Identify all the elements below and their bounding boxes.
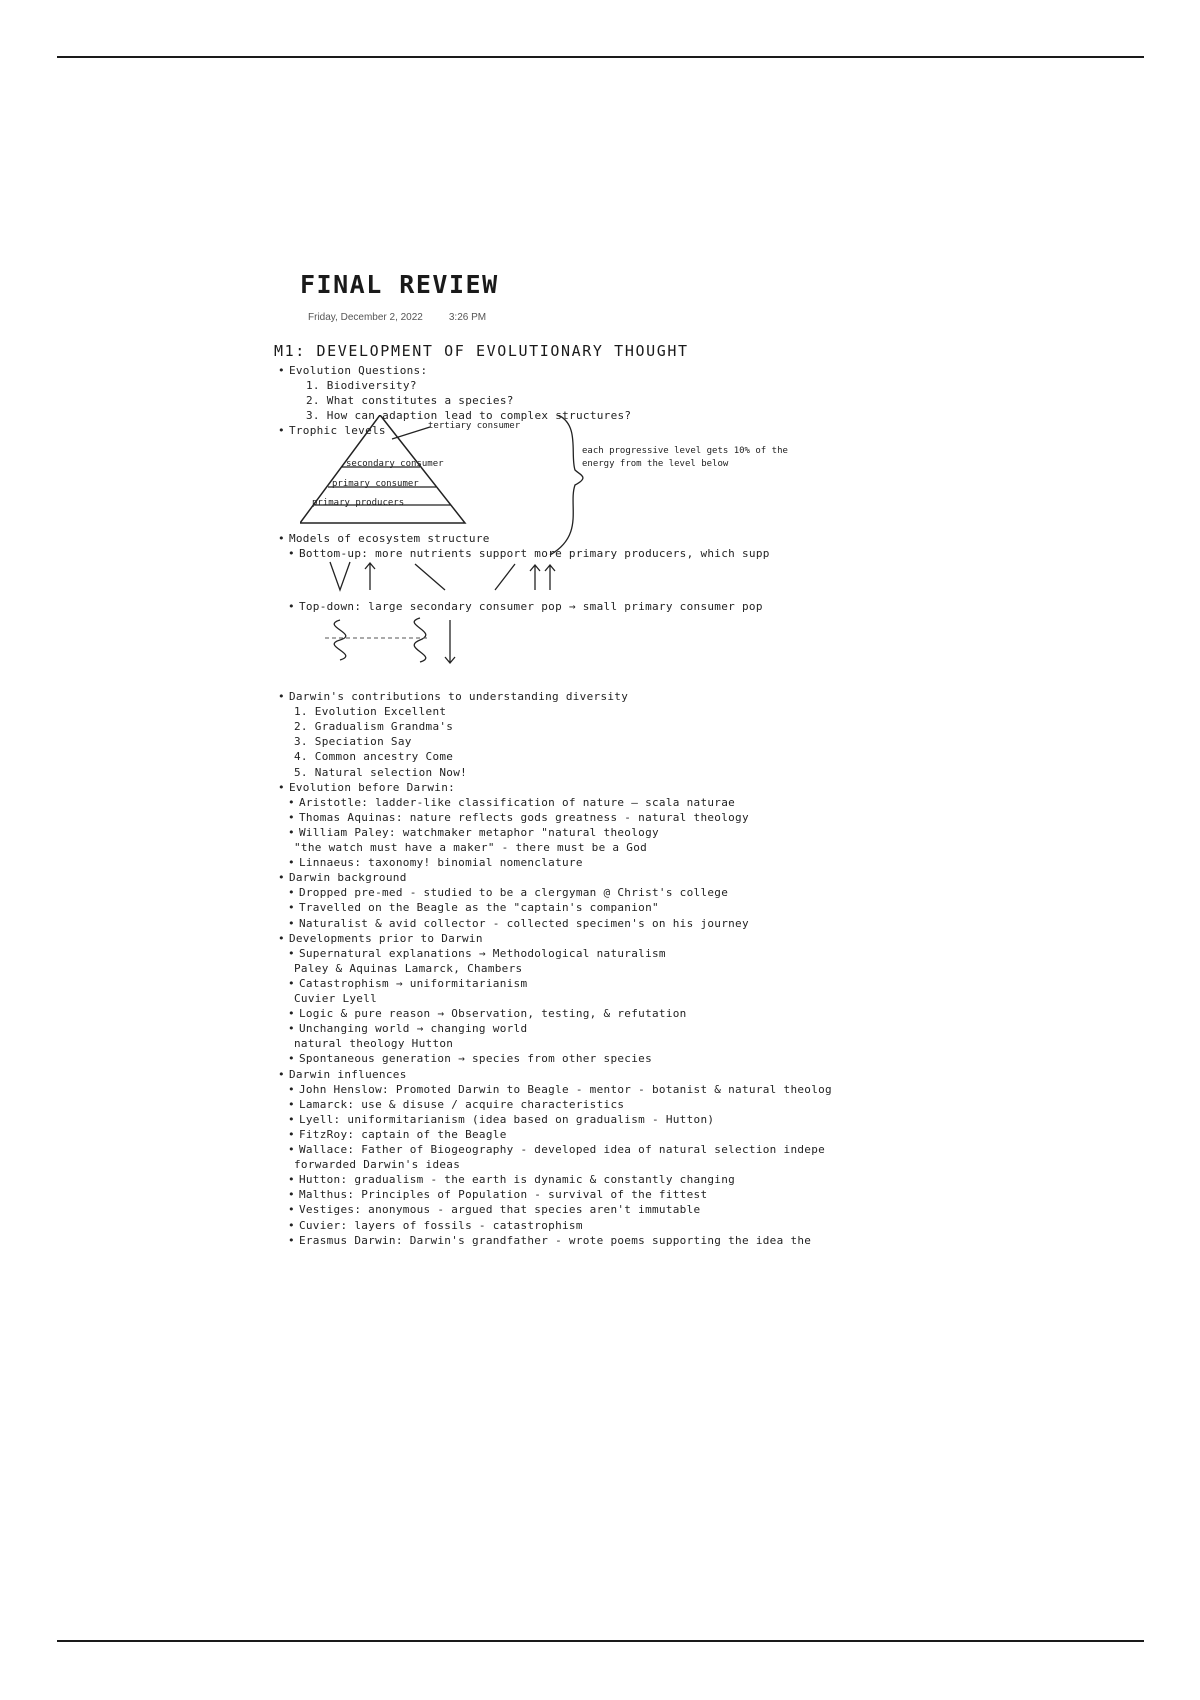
darwin-lines-line: • Darwin background [278,871,407,884]
darwin-lines-line: • Erasmus Darwin: Darwin's grandfather - wrote poems supporting the idea the [288,1234,811,1247]
lines-line: • Trophic levels [278,424,386,437]
darwin-lines-line: 3. Speciation Say [294,735,412,749]
bottom-rule [57,1640,1144,1642]
darwin-lines-line: • Linnaeus: taxonomy! binomial nomenclature [288,856,583,869]
darwin-lines-line: • Logic & pure reason → Observation, testing, & refutation [288,1007,687,1020]
models-line: • Models of ecosystem structure [278,532,490,545]
darwin-lines-line: • Supernatural explanations → Methodological naturalism [288,947,666,960]
darwin-lines-line: 5. Natural selection Now! [294,765,468,779]
darwin-lines-line: • Travelled on the Beagle as the "captain's companion" [288,901,659,914]
note-time: 3:26 PM [448,312,487,323]
darwin-lines-line: 1. Evolution Excellent [294,705,447,719]
darwin-lines-line: • Unchanging world → changing world [288,1022,527,1035]
darwin-lines-line: • Lamarck: use & disuse / acquire characteristics [288,1098,624,1111]
lines-line: 1. Biodiversity? [306,379,417,392]
note-timestamp [308,312,486,323]
darwin-lines-line: 2. Gradualism Grandma's [294,720,454,734]
lines-line: 2. What constitutes a species? [306,394,514,407]
darwin-lines-line: • Darwin's contributions to understanding diversity [278,690,628,703]
darwin-lines-line: • Vestiges: anonymous - argued that species aren't immutable [288,1203,700,1216]
note-title: FINAL REVIEW [300,270,499,299]
darwin-lines-line: Paley & Aquinas Lamarck, Chambers [294,961,523,975]
darwin-lines-line: • Lyell: uniformitarianism (idea based on gradualism - Hutton) [288,1113,714,1126]
darwin-lines-line: • Catastrophism → uniformitarianism [288,977,527,990]
pyramid-note-line-2: energy from the level below [582,459,729,469]
models-line: • Bottom-up: more nutrients support more primary producers, which supp [288,547,770,560]
darwin-lines-line: • Wallace: Father of Biogeography - developed idea of natural selection indepe [288,1143,825,1156]
lines-line: • Evolution Questions: [278,364,427,377]
darwin-lines-line: • FitzRoy: captain of the Beagle [288,1128,507,1141]
darwin-lines-line: • Cuvier: layers of fossils - catastrophism [288,1219,583,1232]
model-arrows-sketch [320,560,580,670]
pyramid-level-1: secondary consumer [346,459,444,469]
darwin-lines-line: • Darwin influences [278,1068,407,1081]
darwin-lines-line: • Aristotle: ladder-like classification of nature — scala naturae [288,796,735,809]
handwritten-note-page [270,270,1010,1360]
darwin-lines-line: • John Henslow: Promoted Darwin to Beagle - mentor - botanist & natural theolog [288,1083,832,1096]
pyramid-note-line-1: each progressive level gets 10% of the [582,446,788,456]
darwin-lines-line: • William Paley: watchmaker metaphor "natural theology [288,826,659,839]
section-heading: M1: DEVELOPMENT OF EVOLUTIONARY THOUGHT [274,342,689,360]
darwin-lines-line: • Dropped pre-med - studied to be a clergyman @ Christ's college [288,886,728,899]
darwin-lines-line: Cuvier Lyell [294,992,378,1005]
darwin-lines-line: • Naturalist & avid collector - collected specimen's on his journey [288,917,749,930]
pyramid-level-2: primary consumer [332,479,419,489]
top-rule [57,56,1144,58]
darwin-lines-line: • Hutton: gradualism - the earth is dynamic & constantly changing [288,1173,735,1186]
note-date: Friday, December 2, 2022 [308,312,423,323]
darwin-lines-line: • Developments prior to Darwin [278,932,483,945]
darwin-lines-line: forwarded Darwin's ideas [294,1158,461,1172]
darwin-lines-line: • Evolution before Darwin: [278,781,455,794]
darwin-lines-line: • Spontaneous generation → species from other species [288,1052,652,1065]
darwin-lines-line: • Thomas Aquinas: nature reflects gods greatness - natural theology [288,811,749,824]
pyramid-top-label: tertiary consumer [428,421,521,431]
darwin-lines-line: "the watch must have a maker" - there must be a God [294,841,648,854]
darwin-lines-line: 4. Common ancestry Come [294,750,454,764]
pyramid-level-3: primary producers [312,498,405,508]
darwin-lines-line: natural theology Hutton [294,1037,454,1051]
models-line: • Top-down: large secondary consumer pop → small primary consumer pop [288,600,763,613]
lines-line: 3. How can adaption lead to complex structures? [306,409,632,422]
darwin-lines-line: • Malthus: Principles of Population - survival of the fittest [288,1188,707,1201]
